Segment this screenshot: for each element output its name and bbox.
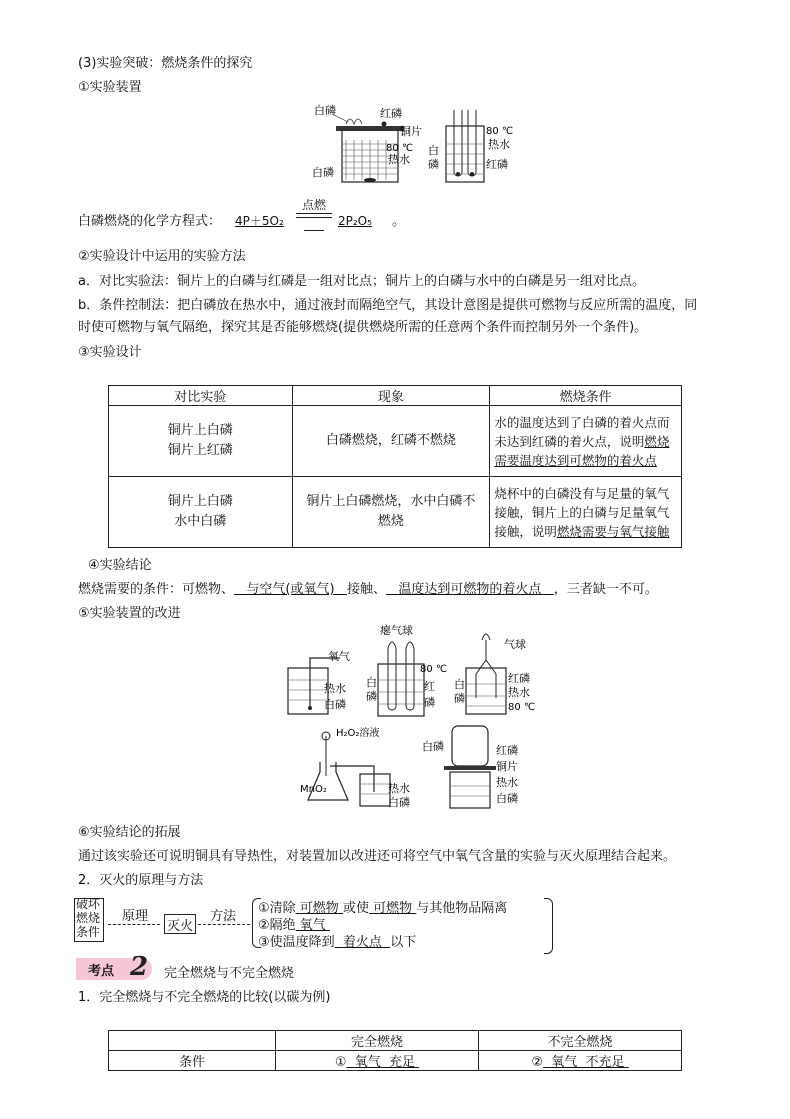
label-phos-1: 磷 [428,158,439,171]
table-row [109,477,682,548]
method-item-1: ①清除 可燃物 或使 可燃物 与其他物品隔离 [258,901,508,916]
kaodian-number: 2 [130,952,149,982]
condition-text: 烧杯中的白磷没有与足量的氧气接触，铜片上的白磷与足量氧气接触，说明 [494,485,670,539]
label-white-phosphorus-e2: 白磷 [496,792,518,805]
apparatus-diagram-3 [300,722,530,812]
step-methods-label: ②实验设计中运用的实验方法 [78,249,246,264]
combustion-comparison-table [108,1030,682,1071]
table-cell: ② 氧气 不充足 [479,1051,682,1071]
equation-line [78,210,284,229]
cell-line: 燃烧 [377,514,404,529]
table-header [109,1031,276,1051]
equation-prefix: 白磷燃烧的化学方程式： [78,214,222,229]
cell-line: 水中白磷 [174,514,227,529]
equation-right [338,210,405,229]
step-improve-label: ⑤实验装置的改进 [78,606,181,621]
table-header-row [109,1031,682,1051]
label-hot-water-a: 热水 [324,682,346,695]
table-cell [490,477,682,548]
label-copper-sheet: 铜片 [400,125,422,138]
method-b-line2: 时使可燃物与氧气隔绝，探究其是否能够燃烧(提供燃烧所需的任意两个条件而控制另外一个条件)。 [78,320,648,335]
label-copper-e: 铜片 [496,760,518,773]
table-cell [490,406,682,477]
label-hot-water-1: 热水 [388,153,410,166]
table-header: 完全燃烧 [276,1031,479,1051]
method-item-3: ③使温度降到 着火点 以下 [258,935,417,950]
conclusion-suffix: ，三者缺一不可。 [553,582,658,597]
table-cell: ① 氧气 充足 [276,1051,479,1071]
right-brace [544,898,553,954]
method-item-2: ②隔绝 氧气 [258,918,326,933]
label-80c-c: 80 ℃ [508,702,536,713]
label-white-phosphorus-1: 白磷 [314,104,336,117]
step-apparatus-label: ①实验装置 [78,80,142,95]
label-balloon: 气球 [504,638,526,651]
comparison-heading: 1．完全燃烧与不完全燃烧的比较(以碳为例) [78,990,331,1005]
label-white-c: 白 [454,678,465,691]
step-design-label: ③实验设计 [78,345,142,360]
label-red-phosphorus-e: 红磷 [496,744,518,757]
table-cell [109,406,293,477]
equation-arrow [296,213,332,218]
table-header: 对比实验 [109,386,293,406]
label-red-phosphorus-2: 红磷 [486,158,508,171]
label-80c-1: 80 ℃ [386,143,414,154]
conclusion-line [78,578,658,597]
step-extension-label: ⑥实验结论的拓展 [78,825,181,840]
table-cell [292,477,490,548]
method-a: a．对比实验法：铜片上的白磷与红磷是一组对比点；铜片上的白磷与水中的白磷是另一组对比点。 [78,274,645,289]
principle-arrow [108,924,160,925]
destroy-condition-label: 破坏燃烧条件 [76,897,101,939]
cell-line: 铜片上白磷 [167,494,233,509]
condition-answer: 燃烧需要温度达到可燃物的着火点 [494,433,670,468]
label-phos-c: 磷 [454,692,465,705]
label-hot-water-d: 热水 [388,782,410,795]
label-white-phosphorus-d: 白磷 [388,796,410,809]
table-cell [109,477,293,548]
table-header: 燃烧条件 [490,386,682,406]
label-phos-b: 磷 [366,690,377,703]
label-hot-water-c: 热水 [508,686,530,699]
conclusion-answer-1: 与空气(或氧气) [246,582,335,597]
apparatus-diagram-2 [280,624,550,720]
label-hot-water-e: 热水 [496,776,518,789]
table-header: 现象 [292,386,490,406]
label-white-b: 白 [366,676,377,689]
section-heading: (3)实验突破：燃烧条件的探究 [78,56,253,71]
method-label: 方法 [210,909,237,924]
method-arrow [198,924,250,925]
equation-product: 2P₂O₅ [338,214,372,228]
table-header-row [109,386,682,406]
condition-text: 水的温度达到了白磷的着火点而未达到红磷的着火点，说明 [494,414,670,449]
label-red-c: 红磷 [508,672,530,685]
label-white-phosphorus-2: 白磷 [312,166,334,179]
principle-label: 原理 [122,909,149,924]
table-row [109,406,682,477]
label-h2o2: H₂O₂溶液 [336,728,380,739]
conclusion-mid: 接触、 [346,582,386,597]
label-80c-2: 80 ℃ [486,126,514,137]
extinguish-heading: 2．灭火的原理与方法 [78,873,204,888]
label-white-phosphorus-e: 白磷 [422,740,444,753]
cell-line: 铜片上白磷燃烧，水中白磷不 [306,494,476,509]
label-red-phosphorus-1: 红磷 [380,107,402,120]
extinguish-label: 灭火 [167,919,194,934]
table-cell: 条件 [109,1051,276,1071]
equation-suffix: 。 [391,214,405,229]
label-hot-water-2: 热水 [488,138,510,151]
cell-line: 铜片上白磷 [167,423,233,438]
cell-line: 铜片上红磷 [167,443,233,458]
label-white-1: 白 [428,144,439,157]
label-80c-b: 80 ℃ [420,664,448,675]
label-mno2: MnO₂ [300,784,327,795]
table-row [109,1051,682,1071]
table-header: 不完全燃烧 [479,1031,682,1051]
extension-text: 通过该实验还可说明铜具有导热性，对装置加以改进还可将空气中氧气含量的实验与灭火原理结合起来。 [78,849,677,864]
apparatus-diagram-1 [310,104,520,190]
label-oxygen: 氧气 [328,650,350,663]
condition-answer: 燃烧需要与氧气接触 [556,523,670,539]
method-b-line1: b．条件控制法：把白磷放在热水中，通过液封而隔绝空气，其设计意图是提供可燃物与反应所需的温度，同 [78,298,698,313]
equation-reactants: 4P＋5O₂ [235,214,284,228]
label-white-phosphorus-a: 白磷 [324,698,346,711]
kaodian-label: 考点 [88,964,115,979]
conclusion-prefix: 燃烧需要的条件：可燃物、 [78,582,235,597]
equation-condition: 点燃 [302,198,327,212]
label-phos-b2: 磷 [424,696,435,709]
table-cell: 白磷燃烧，红磷不燃烧 [292,406,490,477]
label-deflated-balloon: 瘪气球 [380,624,413,637]
kaodian-title: 完全燃烧与不完全燃烧 [164,966,295,981]
equation-underline [304,230,324,231]
step-conclusion-label: ④实验结论 [88,558,152,573]
experiment-design-table [108,385,682,548]
label-red-b: 红 [424,680,435,693]
conclusion-answer-2: 温度达到可燃物的着火点 [398,582,542,597]
